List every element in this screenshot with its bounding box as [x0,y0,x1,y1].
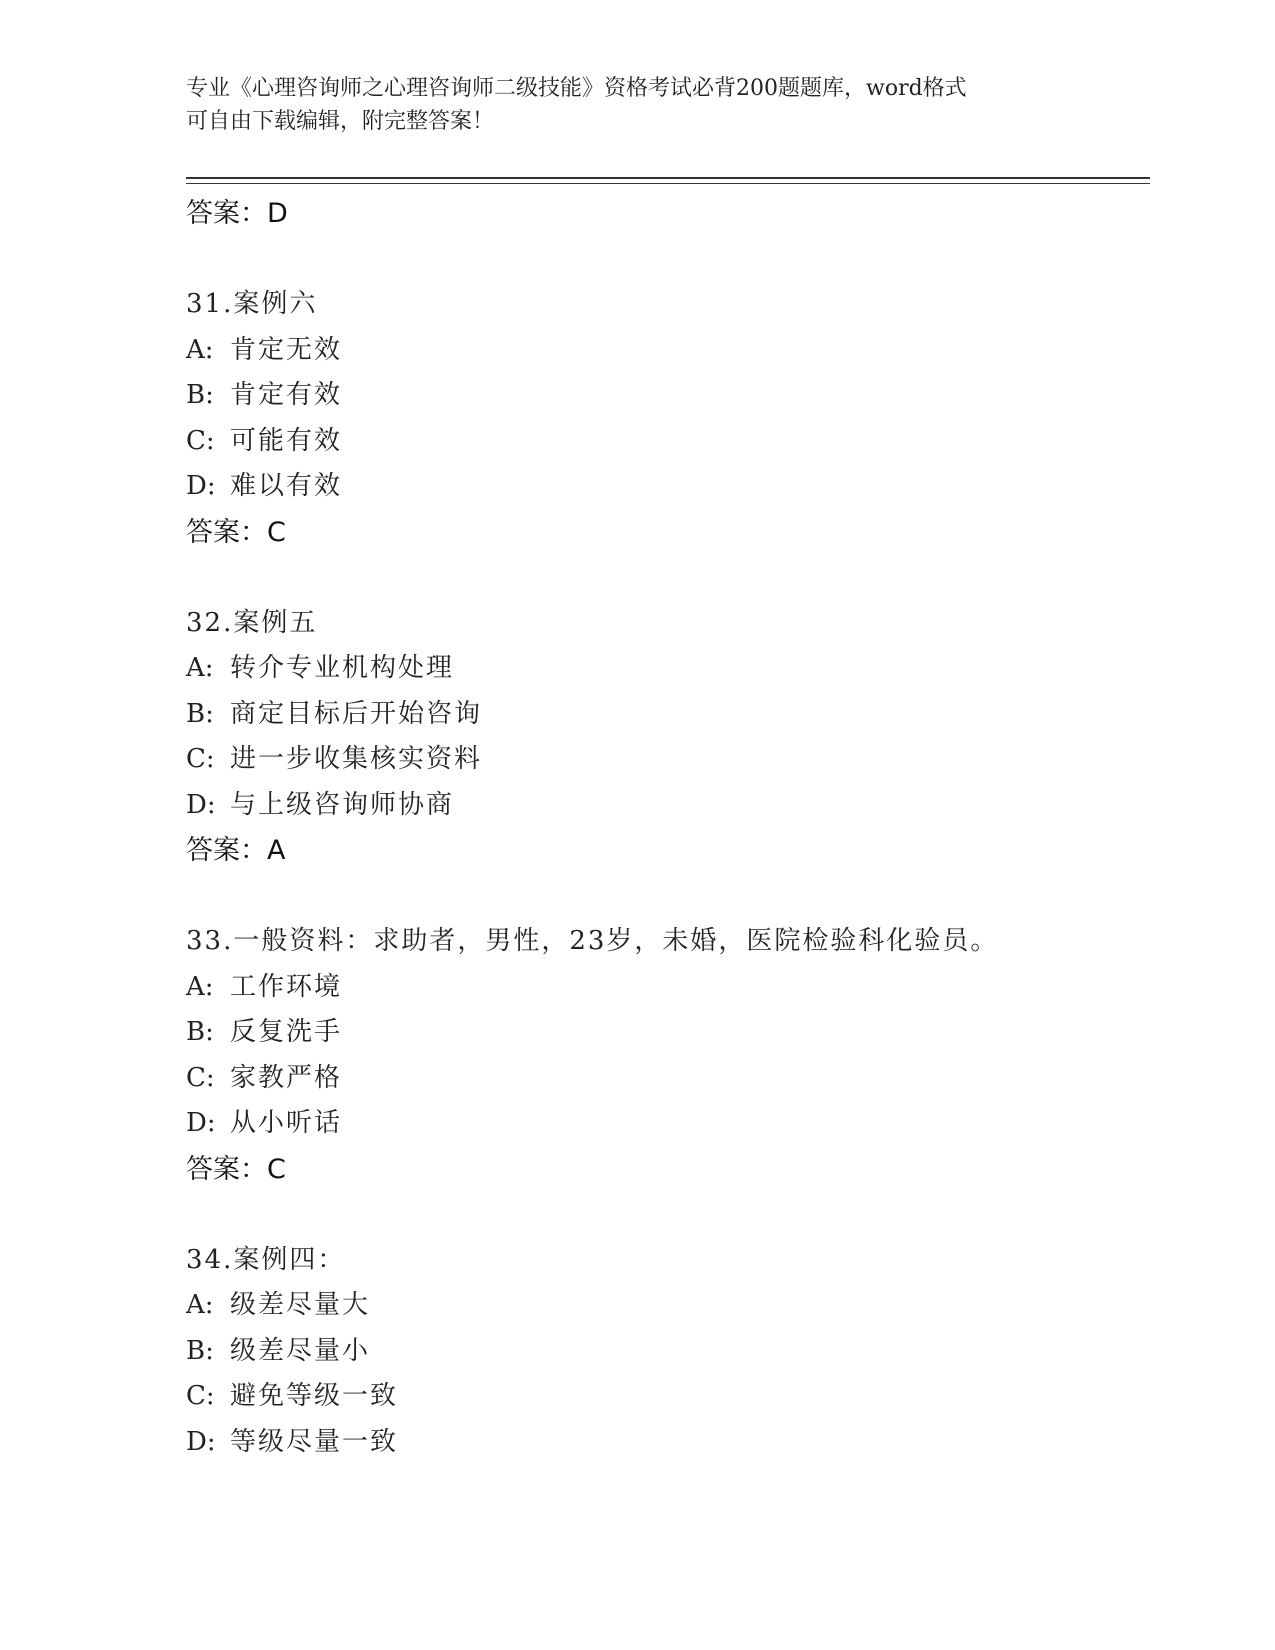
question-block [186,919,1150,1193]
option-letter: B: [186,698,214,729]
option-d [186,783,1150,829]
option-c [186,1374,1150,1420]
option-a [186,965,1150,1011]
option-text: 避免等级一致 [230,1381,399,1411]
option-letter: D: [186,1108,216,1138]
option-letter: A: [186,1290,214,1320]
option-letter: C: [186,425,215,456]
option-text: 商定目标后开始咨询 [230,698,483,729]
option-text: 从小听话 [230,1108,343,1138]
option-letter: C: [186,1062,215,1093]
option-text: 可能有效 [230,425,343,456]
option-c [186,1056,1150,1102]
header-line-2: 可自由下载编辑，附完整答案！ [186,109,495,134]
question-block [186,601,1150,875]
option-text: 工作环境 [230,971,343,1002]
option-letter: A: [186,334,214,365]
option-letter: B: [186,1017,214,1047]
question-stem: 31.案例六 [186,289,318,319]
option-text: 转介专业机构处理 [230,653,455,683]
option-letter: A: [186,971,214,1002]
option-text: 级差尽量小 [230,1335,371,1366]
option-text: 肯定有效 [230,380,343,410]
option-text: 家教严格 [230,1062,343,1093]
option-b [186,373,1150,419]
option-text: 级差尽量大 [230,1290,371,1320]
answer-line: 答案：C [186,1153,286,1185]
document-header [186,72,1086,138]
option-letter: D: [186,1426,216,1457]
option-letter: A: [186,653,214,683]
question-stem: 33.一般资料：求助者，男性，23岁，未婚，医院检验科化验员。 [186,926,999,956]
option-text: 反复洗手 [230,1017,343,1047]
option-c [186,737,1150,783]
answer-line: 答案：A [186,835,286,866]
option-text: 进一步收集核实资料 [230,744,483,774]
option-letter: C: [186,744,215,774]
option-letter: D: [186,789,216,820]
option-letter: B: [186,1335,214,1366]
option-d [186,464,1150,510]
option-letter: C: [186,1381,215,1411]
header-rule-thick [186,177,1150,179]
option-c [186,419,1150,465]
answer-line: 答案：D [186,198,288,229]
option-b [186,692,1150,738]
option-a [186,646,1150,692]
option-text: 肯定无效 [230,334,343,365]
option-a [186,1283,1150,1329]
option-d [186,1101,1150,1147]
option-b [186,1010,1150,1056]
option-text: 难以有效 [230,471,343,501]
header-rule-thin [186,183,1150,184]
question-block [186,1238,1150,1466]
question-block [186,282,1150,556]
question-list [186,191,1150,1465]
option-d [186,1420,1150,1466]
question-stem: 32.案例五 [186,607,318,638]
answer-line: 答案：C [186,516,286,548]
option-text: 与上级咨询师协商 [230,789,455,820]
question-stem: 34.案例四： [186,1244,346,1275]
option-letter: D: [186,471,216,501]
option-text: 等级尽量一致 [230,1426,399,1457]
option-a [186,328,1150,374]
option-b [186,1329,1150,1375]
option-letter: B: [186,380,214,410]
header-line-1: 专业《心理咨询师之心理咨询师二级技能》资格考试必背200题题库，word格式 [186,76,967,101]
